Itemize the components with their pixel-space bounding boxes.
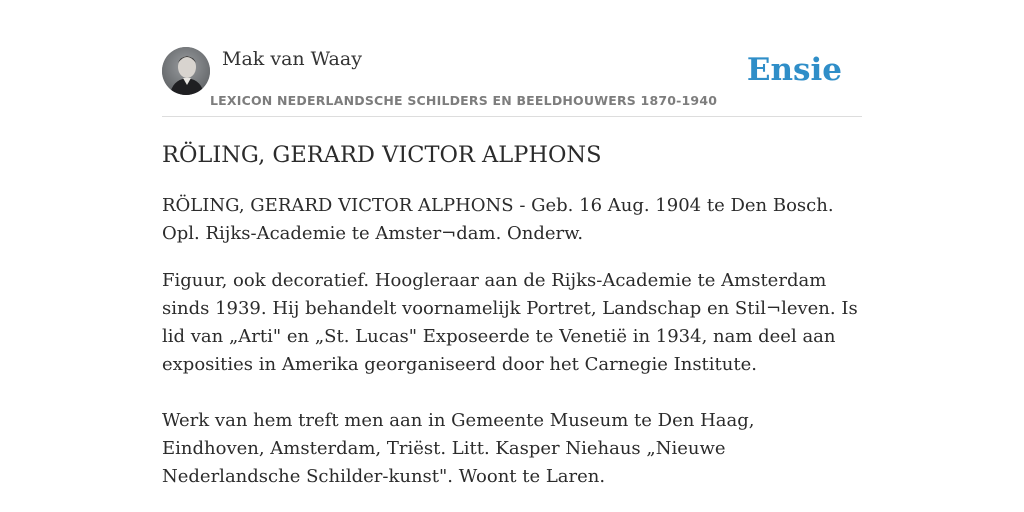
author-avatar[interactable] bbox=[162, 47, 210, 95]
article bbox=[162, 140, 862, 491]
article-paragraph: RÖLING, GERARD VICTOR ALPHONS - Geb. 16 Aug. 1904 te Den Bosch. Opl. Rijks-Academie te Amster¬dam. Onderw. bbox=[162, 195, 834, 244]
author-name[interactable]: Mak van Waay bbox=[222, 48, 362, 70]
ensie-logo[interactable]: Ensie bbox=[746, 52, 842, 88]
lexicon-title[interactable]: LEXICON NEDERLANDSCHE SCHILDERS EN BEELDHOUWERS 1870-1940 bbox=[210, 93, 718, 108]
article-title: RÖLING, GERARD VICTOR ALPHONS bbox=[162, 142, 602, 168]
page-header bbox=[162, 44, 862, 117]
author-portrait-image bbox=[162, 47, 210, 95]
article-paragraph: Werk van hem treft men aan in Gemeente Museum te Den Haag, Eindhoven, Amsterdam, Triëst. Litt. Kasper Niehaus „Nieuwe Nederlandsche Schilder-kunst". Woont te Laren. bbox=[162, 410, 755, 487]
article-paragraph: Figuur, ook decoratief. Hoogleraar aan de Rijks-Academie te Amsterdam sinds 1939. Hij behandelt voornamelijk Portret, Landschap en Stil¬leven. Is lid van „Arti" en „St. Lucas" Exposeerde te Venetië in 1934, nam deel aan exposities in Amerika georganiseerd door het Carnegie Institute. bbox=[162, 270, 858, 375]
